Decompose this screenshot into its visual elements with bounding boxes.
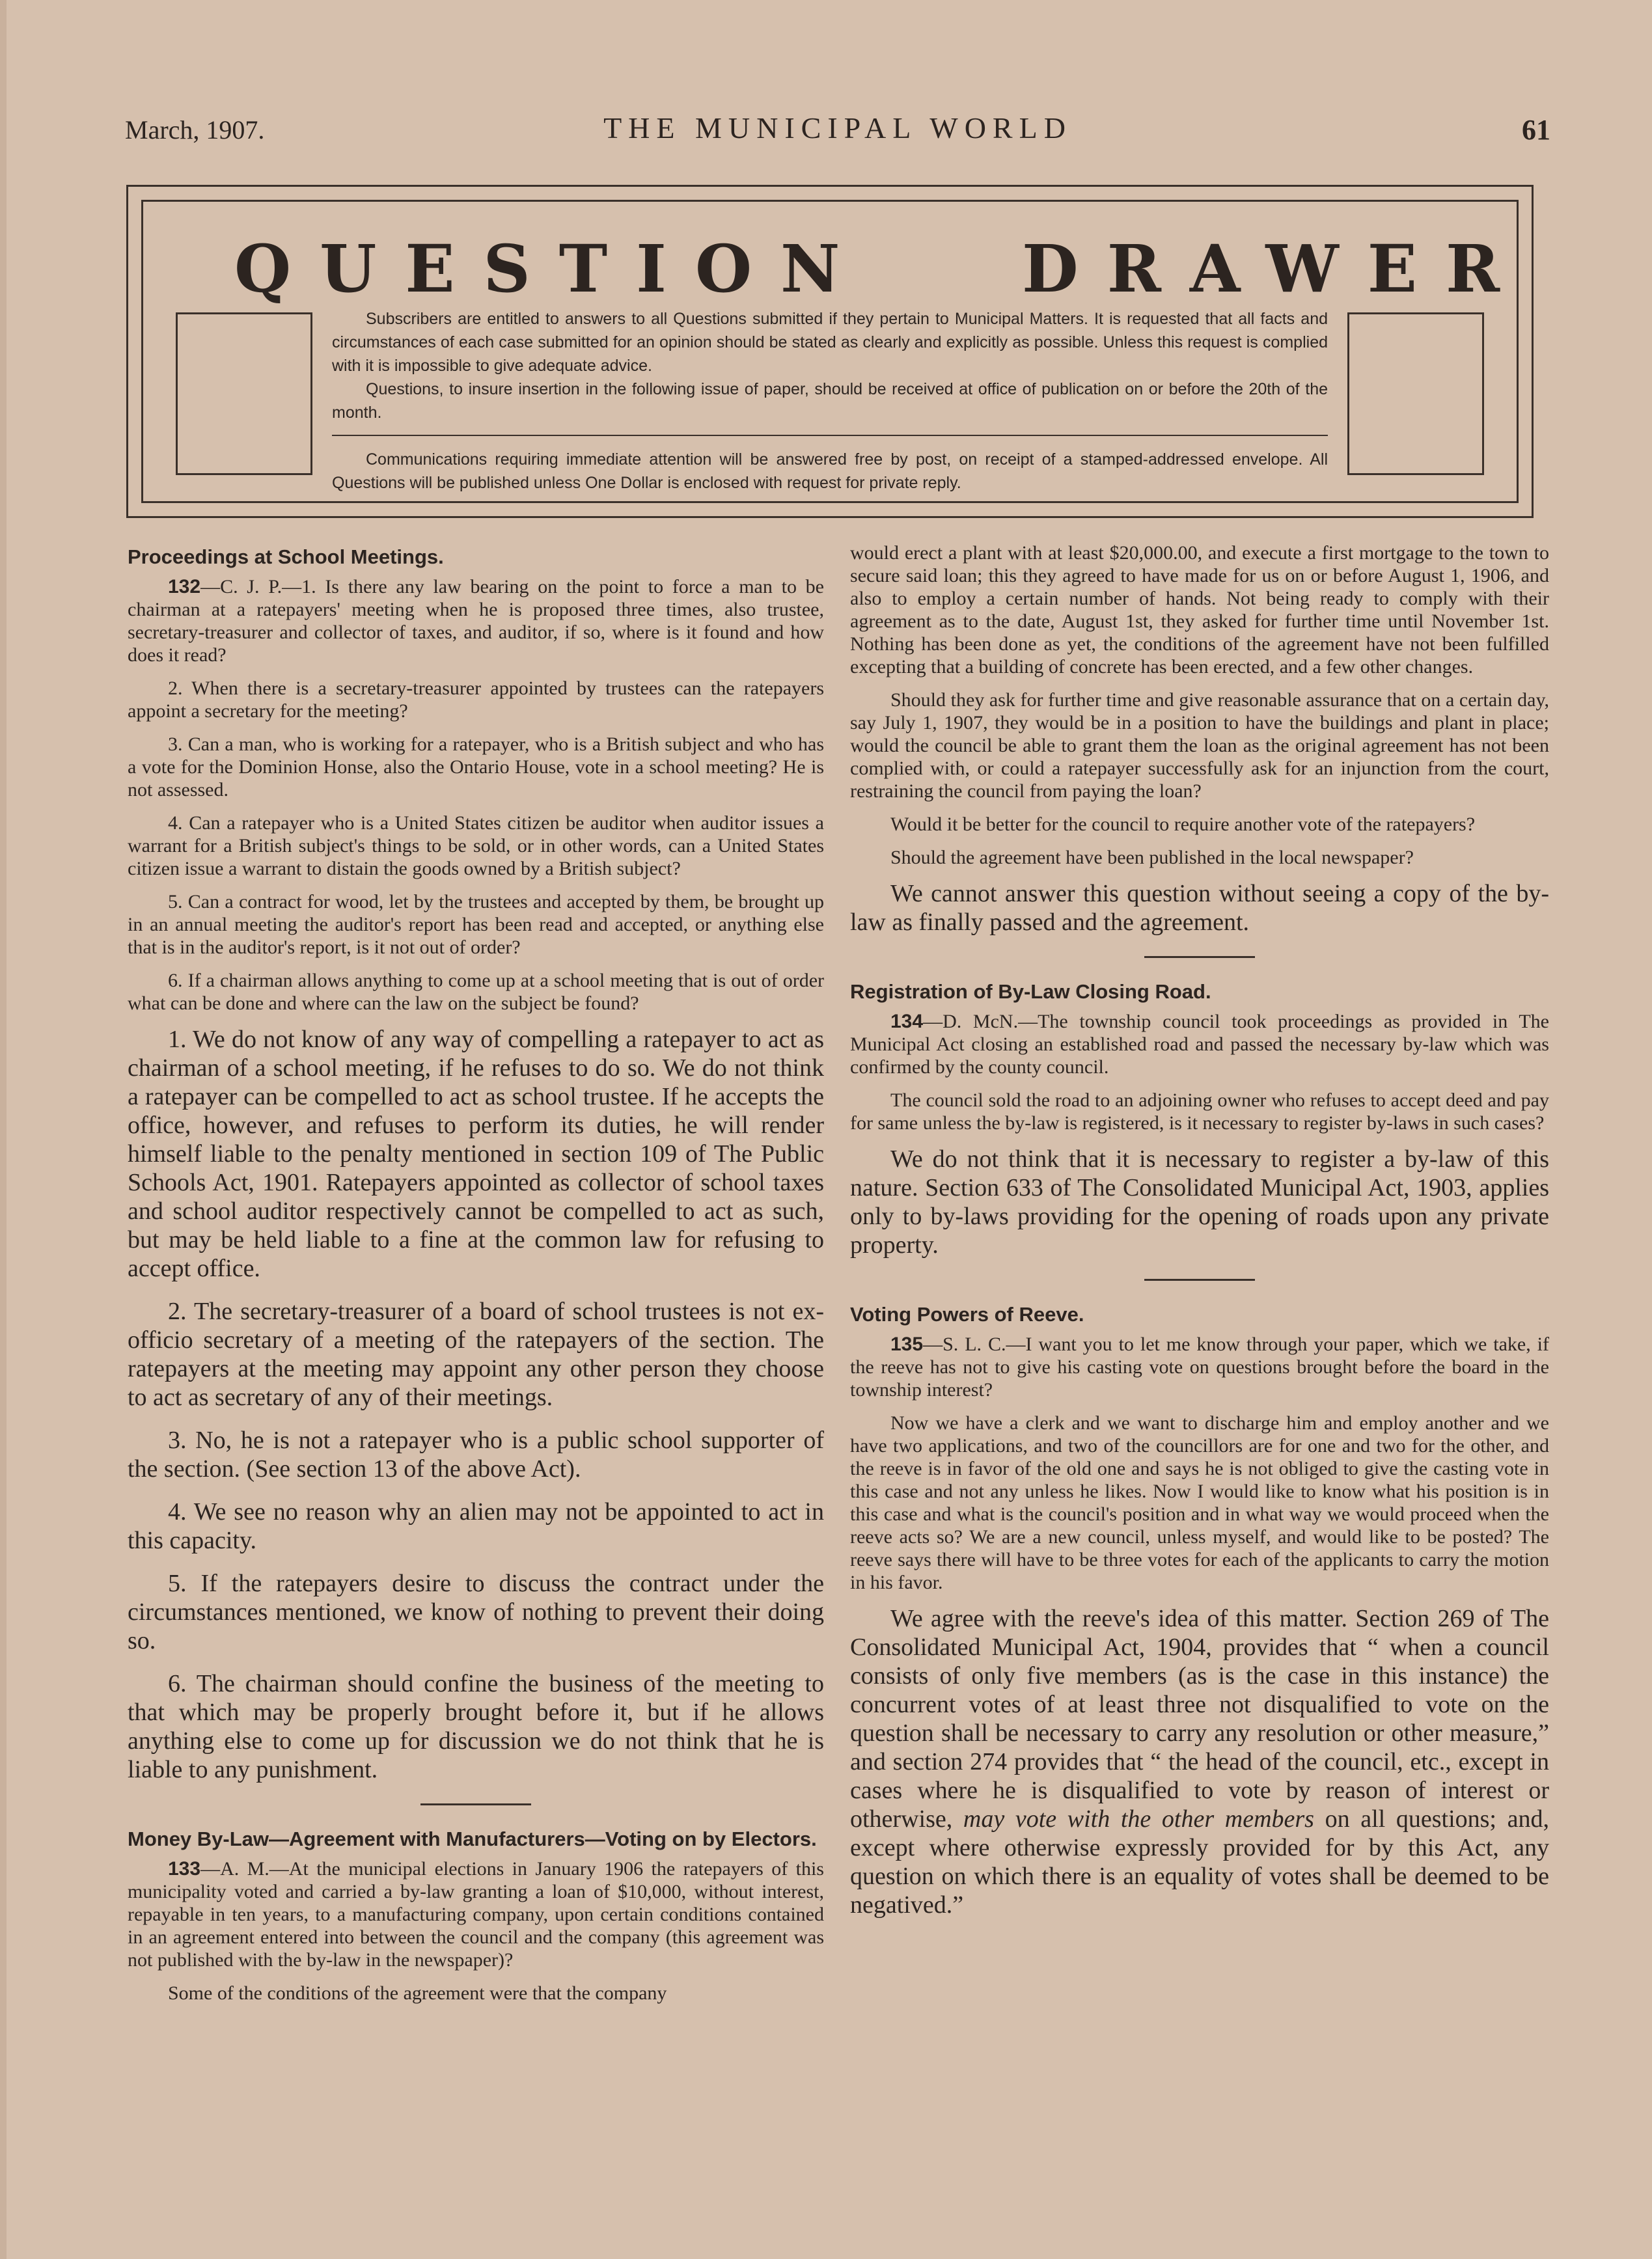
notice-paragraph-1: Subscribers are entitled to answers to all Questions submitted if they pertain to Municipal Matters. It is requested that all facts and circumstances of each case submitted for an opinion should be stated as clearly and explicitly as possible. Unless this request is complied with it is impossible to give adequate advice.	[332, 310, 1328, 375]
page-header	[125, 111, 1550, 156]
question-133-3: Should they ask for further time and give reasonable assurance that on a certain day, say July 1, 1907, they would be in a position to have the buildings and plant in place; would the council be able to grant them the loan as the original agreement has not been complied with, or could a ratepayer successfully ask for an injunction from the court, restraining the council from paying the loan?	[850, 689, 1549, 802]
question-number-133: 133	[168, 1858, 201, 1880]
answer-135	[850, 1604, 1549, 1919]
answer-132-4: 4. We see no reason why an alien may not be appointed to act in this capacity.	[128, 1498, 824, 1554]
issue-date: March, 1907.	[125, 115, 265, 144]
answer-132-6: 6. The chairman should confine the business of the meeting to that which may be properly brought before it, but if he allows anything else to come up for discussion we do not think that he is liable to any punishment.	[128, 1670, 824, 1783]
banner-inner-frame	[141, 200, 1529, 503]
page-edge	[0, 0, 7, 2259]
question-number-134: 134	[890, 1011, 924, 1032]
question-133-1	[128, 1857, 824, 1971]
section-heading-132: Proceedings at School Meetings.	[128, 545, 444, 568]
question-133-1-text: —A. M.—At the municipal elections in January 1906 the ratepayers of this municipality voted and carried a by-law granting a loan of $10,000, without interest, repayable in ten years, to a manufacturing company, upon certain conditions contained in an agreement entered into between the council and the company (this agreement was not published with the by-law in the newspaper)?	[128, 1858, 824, 1971]
section-divider	[1144, 1279, 1255, 1281]
notice-paragraph-3: Communications requiring immediate attention will be answered free by post, on receipt of a stamped-addressed envelope. All Questions will be published unless One Dollar is enclosed with request for private reply.	[332, 450, 1328, 492]
question-132-6: 6. If a chairman allows anything to come up at a school meeting that is out of order what can be done and where can the law on the subject be found?	[128, 970, 824, 1014]
banner-left-box	[176, 312, 312, 475]
notice-paragraph-2: Questions, to insure insertion in the following issue of paper, should be received at office of publication on or before the 20th of the month.	[332, 380, 1328, 422]
publication-title: THE MUNICIPAL WORLD	[603, 111, 1072, 144]
question-132-1	[128, 575, 824, 666]
question-133-2: Some of the conditions of the agreement were that the company	[168, 1982, 667, 2004]
answer-133: We cannot answer this question without seeing a copy of the by-law as finally passed and the agreement.	[850, 880, 1549, 936]
right-column	[850, 541, 1549, 1934]
answer-132-1: 1. We do not know of any way of compelling a ratepayer to act as chairman of a school meeting, if he refuses to do so. We do not think a ratepayer can be compelled to act as school trustee. If he accepts the office, however, and refuses to perform its duties, he will render himself liable to the penalty mentioned in section 109 of The Public Schools Act, 1901. Ratepayers appointed as collector of school taxes and school auditor respectively cannot be compelled to act as such, but may be held liable to a fine at the common law for refusing to accept office.	[128, 1026, 824, 1282]
question-135-1	[850, 1333, 1549, 1401]
banner-right-box	[1347, 312, 1484, 475]
question-132-1-text: —C. J. P.—1. Is there any law bearing on the point to force a man to be chairman at a ratepayers' meeting when he is proposed three times, also trustee, secretary-treasurer and collector of taxes, and auditor, if so, where is it found and how does it read?	[128, 576, 824, 666]
banner-title-word-2: DRAWER	[1022, 230, 1529, 307]
question-number-135: 135	[890, 1334, 924, 1355]
question-drawer-banner	[126, 185, 1534, 518]
notice-divider	[332, 435, 1328, 436]
question-132-2: 2. When there is a secretary-treasurer appointed by trustees can the ratepayers appoint a secretary for the meeting?	[128, 678, 824, 722]
section-divider	[1144, 956, 1255, 958]
section-divider	[420, 1803, 531, 1805]
question-133-5: Should the agreement have been published in the local newspaper?	[890, 847, 1414, 868]
answer-135-part-1: We agree with the reeve's idea of this matter. Section 269 of The Consolidated Municipal Act, 1904, provides that “ when a council consists of only five members (as is the case in this instance) the concurrent votes of at least three not disqualified to vote on the question shall be necessary to carry any resolution or other measure,” and section 274 provides that “ the head of the council, etc., except in cases where he is disqualified to vote by reason of interest or otherwise,	[850, 1605, 1549, 1833]
question-133-4: Would it be better for the council to require another vote of the ratepayers?	[890, 814, 1476, 835]
left-column	[128, 544, 824, 2015]
question-133-2-continued: would erect a plant with at least $20,000.00, and execute a first mortgage to the town to secure said loan; this they agreed to have made for us on or before August 1, 1906, and also to employ a certain number of hands. Not being ready to comply with their agreement as to the date, August 1st, they asked for further time until November 1st. Nothing has been done as yet, the conditions of the agreement have not been fulfilled excepting that a building of concrete has been erected, and a few other changes.	[850, 542, 1549, 678]
answer-135-italic: may vote with the other members	[963, 1805, 1314, 1833]
answer-132-3: 3. No, he is not a ratepayer who is a public school supporter of the section. (See section 13 of the above Act).	[128, 1427, 824, 1483]
section-heading-135: Voting Powers of Reeve.	[850, 1303, 1084, 1326]
section-heading-134: Registration of By-Law Closing Road.	[850, 980, 1211, 1003]
question-134-2: The council sold the road to an adjoining owner who refuses to accept deed and pay for same unless the by-law is registered, is it necessary to register by-laws in such cases?	[850, 1089, 1549, 1134]
page-number: 61	[1522, 114, 1550, 146]
banner-title-word-1: QUESTION	[234, 230, 869, 307]
question-132-4: 4. Can a ratepayer who is a United States citizen be auditor when auditor issues a warrant for a British subject's things to be sold, or in other words, can a United States citizen issue a warrant to distain the goods owned by a British subject?	[128, 812, 824, 879]
question-132-5: 5. Can a contract for wood, let by the trustees and accepted by them, be brought up in an annual meeting the auditor's report has been read and accepted, or anything else that is in the auditor's report, is it not out of order?	[128, 891, 824, 958]
question-132-3: 3. Can a man, who is working for a ratepayer, who is a British subject and who has a vote for the Dominion Honse, also the Ontario House, vote in a school meeting? He is not assessed.	[128, 733, 824, 801]
banner-title	[195, 230, 1529, 308]
answer-135-part-2: on all questions; and, except where otherwise expressly provided for by this Act, any question on which there is an equality of votes shall be deemed to be negatived.”	[850, 1805, 1549, 1919]
question-134-1	[850, 1010, 1549, 1078]
answer-132-5: 5. If the ratepayers desire to discuss the contract under the circumstances mentioned, we know of nothing to prevent their doing so.	[128, 1570, 824, 1654]
question-134-1-text: —D. McN.—The township council took proceedings as provided in The Municipal Act closing an established road and passed the necessary by-law which was confirmed by the county council.	[850, 1011, 1549, 1078]
question-number-132: 132	[168, 576, 201, 597]
answer-132-2: 2. The secretary-treasurer of a board of school trustees is not ex-officio secretary of a meeting of the ratepayers of the section. The ratepayers at the meeting may appoint any other person they choose to act as secretary of any of their meetings.	[128, 1298, 824, 1411]
answer-134: We do not think that it is necessary to register a by-law of this nature. Section 633 of The Consolidated Municipal Act, 1903, applies only to by-laws providing for the opening of roads upon any private property.	[850, 1145, 1549, 1259]
section-heading-133: Money By-Law—Agreement with Manufacturers—Voting on by Electors.	[128, 1828, 817, 1850]
banner-notice	[332, 307, 1328, 495]
question-135-1-text: —S. L. C.—I want you to let me know through your paper, which we take, if the reeve has not to give his casting vote on questions brought before the board in the township interest?	[850, 1334, 1549, 1401]
question-135-2: Now we have a clerk and we want to discharge him and employ another and we have two applications, and two of the councillors are for one and two for the other, and the reeve is in favor of the old one and says he is not obliged to give the casting vote in this case and not any unless he likes. Now I would like to know what his position is in this case and what is the council's position and in what way we would proceed when the reeve acts so? We are a new council, unless myself, and would like to be posted? The reeve says there will have to be three votes for each of the applicants to carry the motion in his favor.	[850, 1412, 1549, 1593]
